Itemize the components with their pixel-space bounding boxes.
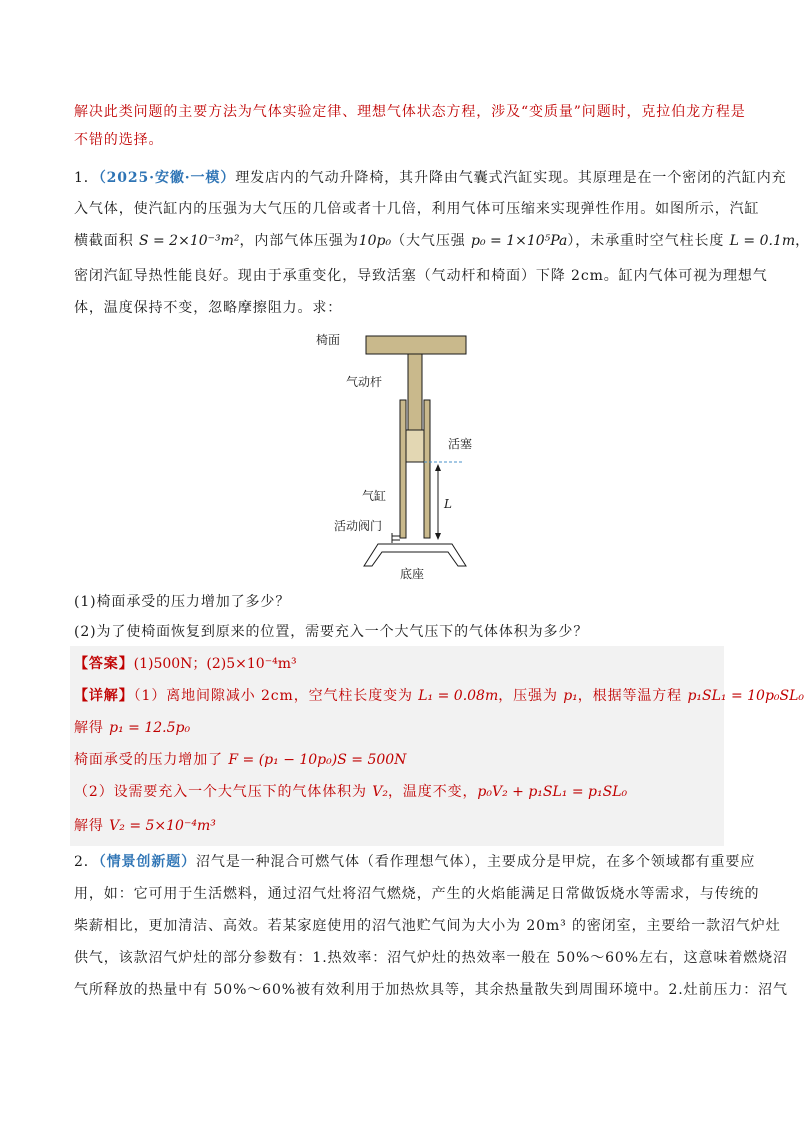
length-arrow-up-head [435,464,441,471]
l3-e: ， [795,233,810,249]
answer-value: (1)500N；(2)5×10⁻⁴m³ [133,656,297,672]
detail-line-4 [74,782,724,802]
detail-line-2 [74,718,724,738]
d3-a: 椅面承受的压力增加了 [74,752,229,768]
base-shape [364,544,466,566]
label-rod: 气动杆 [346,375,383,389]
internal-pressure: 10p₀ [358,233,392,249]
label-length: L [444,497,452,511]
d2-a: 解得 [74,720,110,736]
detail-tag: 【详解】 [74,688,134,704]
detail-line-1 [74,686,805,706]
problem2-line1-text: 沼气是一种混合可燃气体（看作理想气体），主要成分是甲烷，在多个领域都有重要应 [196,854,756,870]
d1-m3: p₁SL₁ = 10p₀SL₀ [687,688,805,704]
d2-m: p₁ = 12.5p₀ [109,720,191,736]
problem2-line-2: 用，如：它可用于生活燃料，通过沼气灶将沼气燃烧，产生的火焰能满足日常做饭烧水等需求，与传统的 [74,886,760,902]
atmospheric-pressure: p₀ = 1×10⁵Pa [470,233,568,249]
detail-line-3 [74,750,724,770]
question-2: (2)为了使椅面恢复到原来的位置，需要充入一个大气压下的气体体积为多少？ [74,624,589,640]
problem2-number: 2． [74,854,99,870]
lift-chair-diagram [316,328,500,582]
length-arrow-down-head [435,533,441,540]
problem1-line1-text: 理发店内的气动升降椅，其升降由气囊式汽缸实现。其原理是在一个密闭的汽缸内充 [235,170,787,186]
problem2-source: （情景创新题） [98,854,197,870]
d4-m1: V₂ [372,784,388,800]
d4-b: ，温度不变， [388,784,478,800]
d5-m: V₂ = 5×10⁻⁴m³ [109,818,216,834]
intro-line-1: 解决此类问题的主要方法为气体实验定律、理想气体状态方程，涉及“变质量”问题时，克拉伯龙方程是 [74,104,746,120]
problem2-line-1 [74,852,756,872]
cylinder-right-wall [424,400,430,538]
label-valve: 活动阀门 [334,519,383,533]
label-cylinder: 气缸 [362,489,387,503]
problem1-source: （2025·安徽·一模） [98,170,236,186]
l3-c: （大气压强 [391,233,471,249]
answer-tag: 【答案】 [74,656,134,672]
d3-m: F = (p₁ − 10p₀)S = 500N [228,752,407,768]
problem2-line-3: 柴薪相比，更加清洁、高效。若某家庭使用的沼气池贮气间为大小为 20m³ 的密闭室，主要给一款沼气炉灶 [74,918,781,934]
d4-m2: p₀V₂ + p₁SL₁ = p₁SL₀ [477,784,628,800]
problem1-line-3 [74,231,810,251]
detail-line-5 [74,816,724,836]
intro-line-2: 不错的选择。 [74,132,164,148]
l3-d: ），未承重时空气柱长度 [567,233,730,249]
answer-line [74,654,724,674]
label-seat: 椅面 [316,333,341,347]
seat-shape [366,336,466,354]
problem1-number: 1． [74,170,99,186]
d5-a: 解得 [74,818,110,834]
rod-shape [408,354,422,434]
d1-b: ，压强为 [498,688,564,704]
l3-b: ，内部气体压强为 [239,233,359,249]
problem1-line-1 [74,168,787,188]
problem2-line-4: 供气，该款沼气炉灶的部分参数有：1.热效率：沼气炉灶的热效率一般在 50%～60%左右，这意味着燃烧沼 [74,950,788,966]
piston-shape [406,430,424,462]
l3-a: 横截面积 [74,233,139,249]
problem1-line-4: 密闭汽缸导热性能良好。现由于承重变化，导致活塞（气动杆和椅面）下降 2cm。缸内气体可视为理想气 [74,268,768,284]
problem1-line-2: 入气体，使汽缸内的压强为大气压的几倍或者十几倍，利用气体可压缩来实现弹性作用。如图所示，汽缸 [74,201,760,217]
d1-c: ，根据等温方程 [577,688,688,704]
problem2-line-5: 气所释放的热量中有 50%～60%被有效利用于加热炊具等，其余热量散失到周围环境中。2.灶前压力：沼气 [74,982,788,998]
cylinder-left-wall [400,400,406,538]
d4-a: （2）设需要充入一个大气压下的气体体积为 [74,784,373,800]
d1-m1: L₁ = 0.08m [418,688,499,704]
d1-a: （1）离地间隙减小 2cm，空气柱长度变为 [133,688,419,704]
d1-m2: p₁ [563,688,578,704]
problem1-line-5: 体，温度保持不变，忽略摩擦阻力。求： [74,300,343,316]
question-1: (1)椅面承受的压力增加了多少？ [74,594,291,610]
air-column-length: L = 0.1m [729,233,796,249]
label-base: 底座 [400,567,425,581]
cross-section-area: S = 2×10⁻³m² [138,233,240,249]
label-piston: 活塞 [448,437,473,451]
